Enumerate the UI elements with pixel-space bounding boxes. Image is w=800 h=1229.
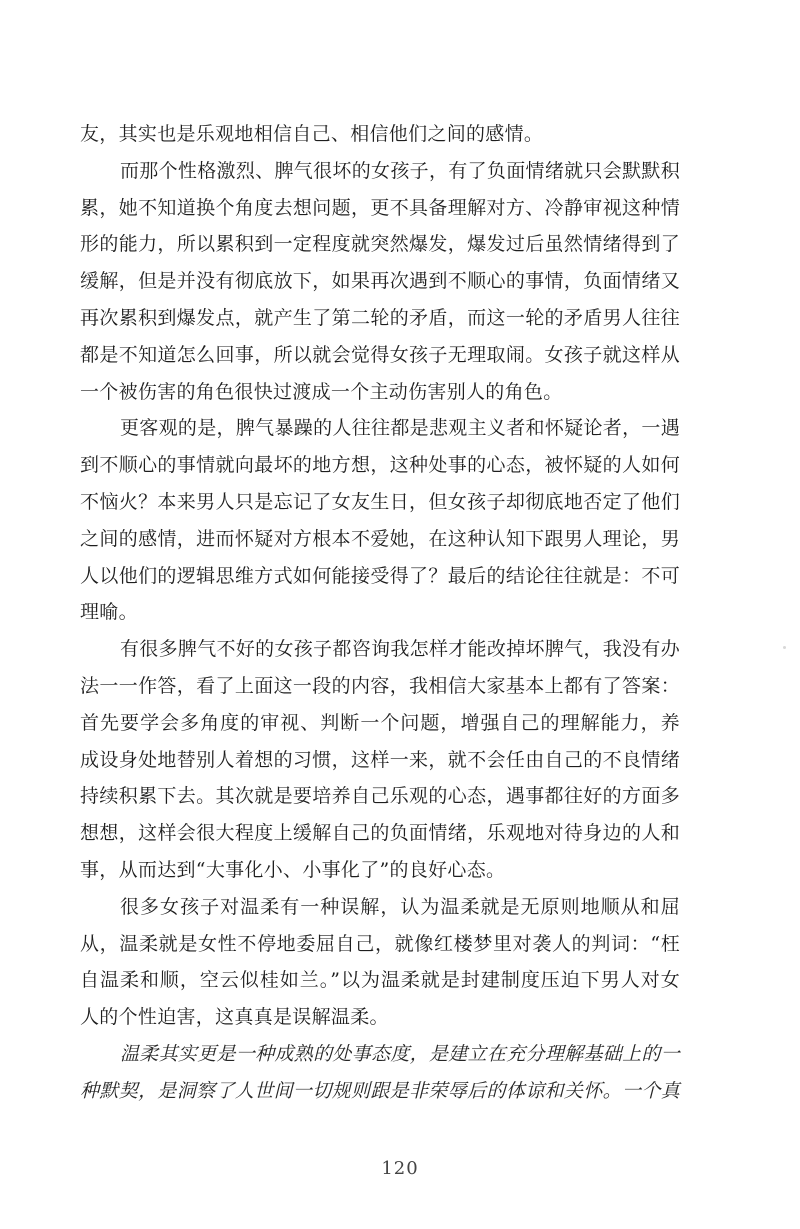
text-line: 而那个性格激烈、脾气很坏的女孩子，有了负面情绪就只会默默积 [120, 159, 680, 182]
text-line: 自温柔和顺，空云似桂如兰。”以为温柔就是封建制度压迫下男人对女 [80, 969, 680, 992]
text-line: 一个被伤害的角色很快过渡成一个主动伤害别人的角色。 [80, 380, 563, 403]
text-line: 人以他们的逻辑思维方式如何能接受得了？最后的结论往往就是：不可 [80, 564, 680, 587]
text-line: 有很多脾气不好的女孩子都咨询我怎样才能改掉坏脾气，我没有办 [120, 638, 680, 661]
text-line: 种默契，是洞察了人世间一切规则跟是非荣辱后的体谅和关怀。一个真 [80, 1079, 680, 1102]
text-line: 之间的感情，进而怀疑对方根本不爱她，在这种认知下跟男人理论，男 [80, 527, 680, 550]
text-line: 很多女孩子对温柔有一种误解，认为温柔就是无原则地顺从和屈 [120, 895, 680, 918]
text-line: 温柔其实更是一种成熟的处事态度，是建立在充分理解基础上的一 [120, 1042, 680, 1065]
text-line: 不恼火？本来男人只是忘记了女友生日，但女孩子却彻底地否定了他们 [80, 490, 680, 513]
text-line: 再次累积到爆发点，就产生了第二轮的矛盾，而这一轮的矛盾男人往往 [80, 306, 680, 329]
text-line: 首先要学会多角度的审视、判断一个问题，增强自己的理解能力，养 [80, 711, 680, 734]
body-text [80, 116, 680, 1110]
text-line: 持续积累下去。其次就是要培养自己乐观的心态，遇事都往好的方面多 [80, 785, 680, 808]
text-line: 法一一作答，看了上面这一段的内容，我相信大家基本上都有了答案： [80, 674, 680, 697]
text-line: 理喻。 [80, 601, 138, 624]
page-number: 120 [381, 1158, 419, 1179]
text-line: 想想，这样会很大程度上缓解自己的负面情绪，乐观地对待身边的人和 [80, 822, 680, 845]
text-line: 形的能力，所以累积到一定程度就突然爆发，爆发过后虽然情绪得到了 [80, 233, 680, 256]
text-line: 从，温柔就是女性不停地委屈自己，就像红楼梦里对袭人的判词：“枉 [80, 932, 680, 955]
scan-speck [783, 646, 786, 649]
text-line: 到不顺心的事情就向最坏的地方想，这种处事的心态，被怀疑的人如何 [80, 454, 680, 477]
text-line: 人的个性迫害，这真真是误解温柔。 [80, 1006, 389, 1029]
text-line: 缓解，但是并没有彻底放下，如果再次遇到不顺心的事情，负面情绪又 [80, 270, 680, 293]
text-line: 都是不知道怎么回事，所以就会觉得女孩子无理取闹。女孩子就这样从 [80, 343, 680, 366]
text-line: 成设身处地替别人着想的习惯，这样一来，就不会任由自己的不良情绪 [80, 748, 680, 771]
text-line: 更客观的是，脾气暴躁的人往往都是悲观主义者和怀疑论者，一遇 [120, 417, 680, 440]
text-line: 累，她不知道换个角度去想问题，更不具备理解对方、冷静审视这种情 [80, 196, 680, 219]
text-line: 友，其实也是乐观地相信自己、相信他们之间的感情。 [80, 123, 544, 145]
text-line: 事，从而达到“大事化小、小事化了”的良好心态。 [80, 858, 506, 881]
